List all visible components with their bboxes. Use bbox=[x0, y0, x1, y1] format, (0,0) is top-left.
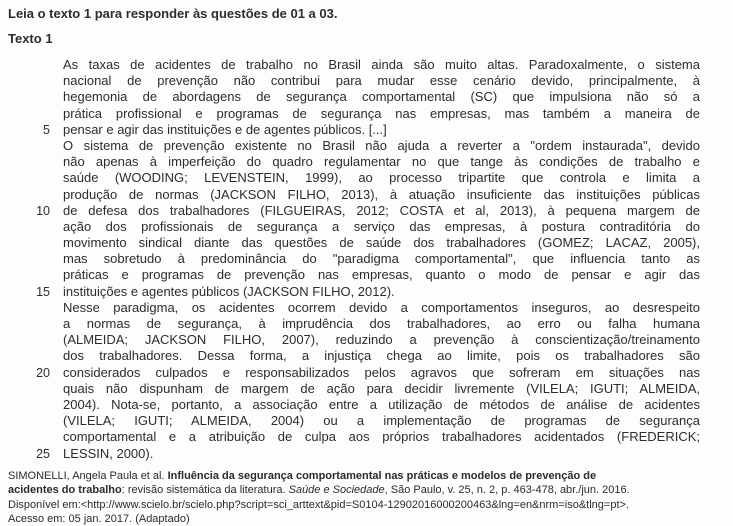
line-text: nacional de prevenção não contribui para mudar esse cenário devido, principalmente, à bbox=[63, 73, 700, 89]
line-text: considerados culpados e responsabilizados pelos agravos que sofreram em situações nas bbox=[63, 364, 700, 380]
line-text: prática profissional e programas de segurança nas empresas, mas também a maneira de bbox=[63, 105, 700, 121]
text-line bbox=[8, 365, 723, 381]
citation-text: : revisão sistemática da literatura. bbox=[121, 484, 289, 497]
line-text: Nesse paradigma, os acidentes ocorrem devido a comportamentos inseguros, ao desrespeito bbox=[63, 299, 700, 315]
line-text: saúde (WOODING; LEVENSTEIN, 1999), ao processo tripartite que controla e limita a bbox=[63, 170, 700, 186]
citation-work-title: Influência da segurança comportamental nas práticas e modelos de prevenção de bbox=[167, 469, 597, 482]
text-line bbox=[8, 203, 723, 219]
text-line bbox=[8, 413, 723, 429]
line-number: 25 bbox=[36, 446, 50, 461]
citation-text: SIMONELLI, Angela Paula et al. bbox=[8, 469, 168, 482]
line-text: dos trabalhadores. Dessa forma, a injustiça chega ao limite, pois os trabalhadores são bbox=[63, 348, 700, 364]
line-number: 10 bbox=[36, 203, 50, 218]
text-line bbox=[8, 300, 723, 316]
line-text: a normas de segurança, à imprudência dos trabalhadores, ao erro ou falha humana bbox=[63, 316, 700, 331]
line-text: quais não dispunham de margem de ação para decidir livremente (VILELA; IGUTI; ALMEIDA, bbox=[63, 380, 700, 396]
text-line bbox=[8, 57, 723, 73]
line-text: pensar e agir das instituições e de agentes públicos. [...] bbox=[63, 121, 387, 137]
citation-text: Acesso em: 05 jan. 2017. (Adaptado) bbox=[8, 513, 190, 526]
text-line bbox=[8, 381, 723, 397]
line-number: 20 bbox=[36, 365, 50, 380]
text-line bbox=[8, 106, 723, 122]
text-line bbox=[8, 122, 723, 138]
line-text: 2004). Nota-se, portanto, a associação entre a utilização de métodos de análise de acidentes bbox=[63, 396, 700, 412]
citation-line bbox=[8, 498, 723, 513]
line-text: mas sobretudo à predominância do "paradigma comportamental", que influencia tanto as bbox=[63, 251, 700, 267]
text-line bbox=[8, 170, 723, 186]
text-line bbox=[8, 332, 723, 348]
line-text: LESSIN, 2000). bbox=[63, 445, 154, 461]
text-line bbox=[8, 219, 723, 235]
line-text: não apenas à imperfeição do quadro regulamentar no que tange às condições de trabalho e bbox=[63, 154, 700, 170]
line-text: produção de normas (JACKSON FILHO, 2013), à atuação insuficiente das instituições públicas bbox=[63, 186, 700, 202]
text-line bbox=[8, 89, 723, 105]
text-line bbox=[8, 284, 723, 300]
citation bbox=[8, 469, 723, 526]
line-text: (VILELA; IGUTI; ALMEIDA, 2004) ou a implementação de programas de segurança bbox=[63, 413, 700, 429]
citation-line bbox=[8, 469, 723, 484]
line-text: comportamental e a atribuição de culpa aos próprios trabalhadores acidentados (FREDERICK; bbox=[63, 429, 700, 445]
text-line bbox=[8, 348, 723, 364]
citation-journal-name: Saúde e Sociedade bbox=[288, 484, 385, 497]
line-number: 15 bbox=[36, 284, 50, 299]
text-line bbox=[8, 251, 723, 267]
line-text: O sistema de prevenção existente no Brasil não ajuda a reverter a "ordem instaurada", devido bbox=[63, 137, 700, 153]
citation-line bbox=[8, 483, 723, 498]
citation-text: Disponível em:<http://www.scielo.br/scielo.php?script=sci_arttext&pid=S0104-12902016000200463&lng=en&nrm=iso&tlng=pt>. bbox=[8, 498, 629, 511]
line-text: práticas e programas de prevenção nas empresas, quanto o modo de pensar e agir das bbox=[63, 267, 700, 283]
text-line bbox=[8, 446, 723, 462]
text-line bbox=[8, 267, 723, 283]
text-line bbox=[8, 429, 723, 445]
line-text: As taxas de acidentes de trabalho no Brasil ainda são muito altas. Paradoxalmente, o sistema bbox=[63, 57, 700, 72]
text-body bbox=[8, 57, 723, 462]
text-line bbox=[8, 397, 723, 413]
line-text: instituições e agentes públicos (JACKSON FILHO, 2012). bbox=[63, 283, 395, 299]
text-line bbox=[8, 235, 723, 251]
citation-text: , São Paulo, v. 25, n. 2, p. 463-478, abr./jun. 2016. bbox=[384, 484, 630, 497]
citation-work-title: acidentes do trabalho bbox=[8, 484, 122, 497]
line-text: ação dos profissionais de segurança a serviço das empresas, à postura contraditória do bbox=[63, 218, 700, 234]
line-text: movimento sindical diante das questões de saúde dos trabalhadores (GOMEZ; LACAZ, 2005), bbox=[63, 235, 700, 251]
text-line bbox=[8, 73, 723, 89]
line-number: 5 bbox=[43, 122, 50, 137]
text-line bbox=[8, 154, 723, 170]
text-line bbox=[8, 316, 723, 332]
instruction-heading: Leia o texto 1 para responder às questões de 01 a 03. bbox=[8, 6, 338, 21]
text-line bbox=[8, 187, 723, 203]
text-line bbox=[8, 138, 723, 154]
line-text: hegemonia de abordagens de segurança comportamental (SC) que impulsiona não só a bbox=[63, 89, 700, 105]
citation-line bbox=[8, 512, 723, 526]
text-label: Texto 1 bbox=[8, 31, 53, 46]
line-text: de defesa dos trabalhadores (FILGUEIRAS, 2012; COSTA et al, 2013), à pequena margem de bbox=[63, 202, 700, 218]
line-text: (ALMEIDA; JACKSON FILHO, 2007), reduzindo a prevenção à conscientização/treinamento bbox=[63, 332, 700, 348]
